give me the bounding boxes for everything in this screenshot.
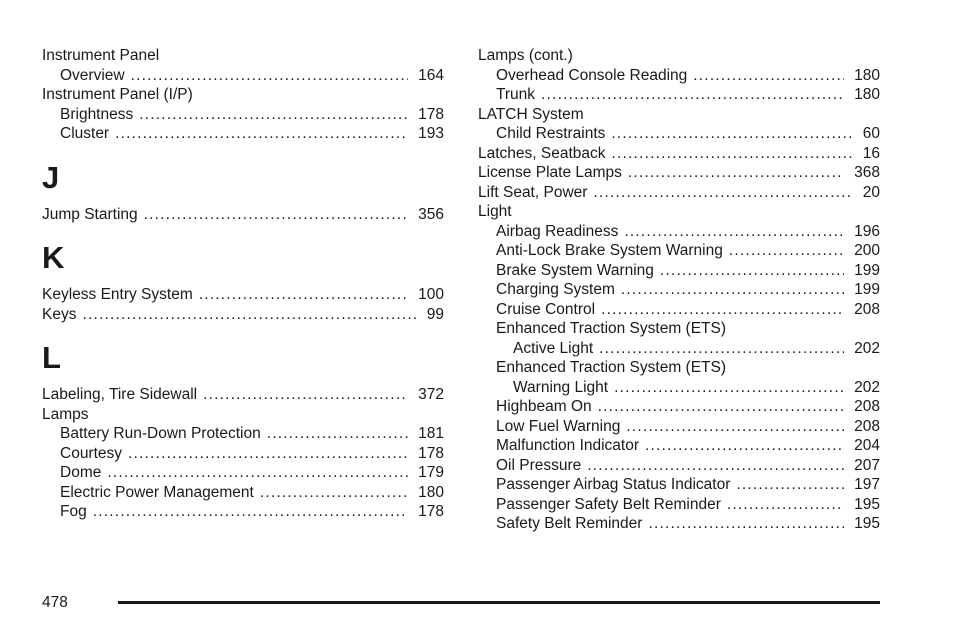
index-entry: [478, 475, 880, 495]
entry-label: Airbag Readiness: [496, 222, 619, 240]
index-heading: Instrument Panel: [42, 47, 160, 64]
entry-page: 208: [854, 300, 880, 318]
entry-label: Low Fuel Warning: [496, 417, 621, 435]
index-entry: [42, 463, 444, 483]
dot-leader: [139, 105, 408, 125]
index-entry: [478, 144, 880, 164]
entry-page: 195: [854, 495, 880, 513]
entry-page: 199: [854, 261, 880, 279]
index-entry: [478, 397, 880, 417]
index-entry: [478, 66, 880, 86]
entry-page: 178: [418, 444, 444, 462]
index-entry: [478, 436, 880, 456]
entry-page: 180: [854, 66, 880, 84]
entry-label: Electric Power Management: [60, 483, 254, 501]
entry-page: 99: [426, 305, 444, 323]
entry-page: 180: [418, 483, 444, 501]
entry-label: Safety Belt Reminder: [496, 515, 643, 532]
entry-page: 368: [854, 164, 880, 181]
index-heading: Instrument Panel (I/P): [42, 86, 193, 103]
entry-page: 207: [854, 456, 880, 474]
entry-page: 196: [854, 222, 880, 240]
dot-leader: [626, 417, 844, 437]
index-entry: [42, 305, 444, 325]
entry-page: 178: [418, 503, 444, 520]
dot-leader: [624, 222, 844, 242]
index-entry: [478, 514, 880, 534]
entry-label: Malfunction Indicator: [496, 437, 640, 454]
section-letter: J: [42, 159, 60, 195]
section-letter: L: [42, 340, 61, 375]
dot-leader: [128, 444, 408, 464]
dot-leader: [82, 305, 416, 325]
entry-label: Cruise Control: [496, 300, 596, 318]
index-heading: Lamps (cont.): [478, 47, 573, 64]
entry-page: 372: [418, 386, 444, 403]
entry-label: Overview: [60, 66, 125, 84]
dot-leader: [621, 280, 844, 300]
footer-rule: [118, 601, 880, 604]
index-entry: [478, 495, 880, 515]
dot-leader: [93, 502, 408, 522]
index-entry: [42, 205, 444, 225]
index-entry: [478, 124, 880, 144]
entry-label: Child Restraints: [496, 125, 606, 142]
index-heading: Enhanced Traction System (ETS): [496, 320, 727, 337]
entry-label: Anti-Lock Brake System Warning: [496, 242, 723, 259]
entry-label: Oil Pressure: [496, 456, 582, 474]
entry-label: Passenger Airbag Status Indicator: [496, 476, 731, 493]
entry-label: Highbeam On: [496, 398, 592, 415]
index-entry: [478, 163, 880, 183]
entry-label: Fog: [60, 503, 87, 520]
entry-label: Brake System Warning: [496, 261, 654, 279]
index-entry: [478, 261, 880, 281]
entry-page: 195: [854, 515, 880, 532]
entry-label: Keyless Entry System: [42, 286, 193, 303]
section-letter: K: [42, 240, 65, 275]
entry-label: Jump Starting: [42, 205, 138, 223]
index-entry: [42, 124, 444, 144]
dot-leader: [693, 66, 844, 86]
dot-leader: [593, 183, 852, 203]
dot-leader: [611, 124, 852, 144]
dot-leader: [628, 163, 844, 183]
index-entry: [478, 183, 880, 203]
entry-label: Courtesy: [60, 444, 123, 462]
entry-label: Labeling, Tire Sidewall: [42, 386, 198, 403]
entry-page: 202: [854, 339, 880, 357]
entry-page: 202: [854, 378, 880, 396]
index-heading: Light: [478, 203, 512, 220]
page-number: 478: [42, 594, 68, 611]
index-entry: [478, 280, 880, 300]
dot-leader: [660, 261, 844, 281]
index-entry: [42, 424, 444, 444]
dot-leader: [601, 300, 844, 320]
dot-leader: [541, 85, 844, 105]
index-entry: [478, 241, 880, 261]
dot-leader: [267, 424, 408, 444]
dot-leader: [599, 339, 844, 359]
entry-page: 197: [854, 476, 880, 493]
index-entry: [42, 66, 444, 86]
entry-label: Lift Seat, Power: [478, 183, 588, 201]
index-entry: [42, 502, 444, 522]
entry-page: 208: [854, 398, 880, 415]
dot-leader: [587, 456, 844, 476]
entry-label: Passenger Safety Belt Reminder: [496, 495, 721, 513]
index-entry: [42, 385, 444, 405]
entry-label: Dome: [60, 464, 102, 481]
entry-page: 356: [418, 205, 444, 223]
dot-leader: [612, 144, 853, 164]
entry-page: 20: [862, 183, 880, 201]
entry-label: Overhead Console Reading: [496, 66, 688, 84]
dot-leader: [729, 241, 844, 261]
index-entry: [478, 456, 880, 476]
entry-label: Warning Light: [513, 378, 609, 396]
dot-leader: [614, 378, 844, 398]
index-heading: LATCH System: [478, 105, 584, 123]
entry-label: Trunk: [496, 86, 536, 103]
dot-leader: [107, 463, 408, 483]
entry-page: 179: [418, 464, 444, 481]
dot-leader: [199, 285, 408, 305]
entry-label: Active Light: [513, 339, 594, 357]
dot-leader: [131, 66, 409, 86]
entry-label: Battery Run-Down Protection: [60, 425, 261, 442]
entry-page: 100: [418, 286, 444, 303]
index-column-left: [42, 46, 444, 522]
index-heading: Lamps: [42, 405, 89, 423]
entry-page: 199: [854, 281, 880, 298]
dot-leader: [727, 495, 844, 515]
entry-label: Keys: [42, 305, 77, 323]
entry-page: 208: [854, 417, 880, 435]
index-entry: [42, 483, 444, 503]
index-entry: [478, 222, 880, 242]
entry-page: 200: [854, 242, 880, 259]
index-entry: [42, 444, 444, 464]
dot-leader: [203, 385, 408, 405]
index-heading: Enhanced Traction System (ETS): [496, 359, 727, 376]
entry-label: Latches, Seatback: [478, 144, 606, 162]
index-entry: [478, 339, 880, 359]
index-entry: [478, 300, 880, 320]
index-entry: [42, 105, 444, 125]
entry-page: 180: [854, 86, 880, 103]
entry-page: 60: [862, 125, 880, 142]
entry-page: 193: [418, 125, 444, 142]
index-entry: [42, 285, 444, 305]
entry-page: 204: [854, 437, 880, 454]
dot-leader: [598, 397, 844, 417]
entry-page: 164: [418, 66, 444, 84]
index-entry: [478, 378, 880, 398]
entry-label: Charging System: [496, 281, 615, 298]
index-entry: [478, 417, 880, 437]
entry-label: License Plate Lamps: [478, 164, 622, 181]
entry-label: Brightness: [60, 105, 134, 123]
dot-leader: [645, 436, 844, 456]
dot-leader: [736, 475, 844, 495]
dot-leader: [144, 205, 408, 225]
index-column-right: [478, 46, 880, 534]
entry-page: 178: [418, 105, 444, 123]
entry-page: 181: [418, 425, 444, 442]
dot-leader: [115, 124, 408, 144]
dot-leader: [648, 514, 844, 534]
entry-page: 16: [862, 144, 880, 162]
dot-leader: [260, 483, 408, 503]
entry-label: Cluster: [60, 125, 110, 142]
index-entry: [478, 85, 880, 105]
